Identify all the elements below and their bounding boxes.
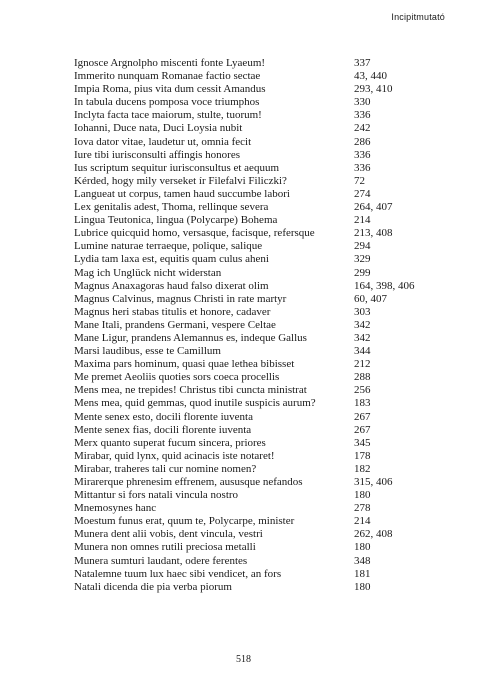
page-references: 181 (354, 567, 371, 580)
incipit-text: Kérded, hogy mily verseket ír Filefalvi Filiczki? (74, 174, 287, 187)
index-entry (74, 437, 454, 450)
page-references: 274 (354, 187, 371, 200)
index-entry (74, 555, 454, 568)
page-references: 337 (354, 57, 371, 69)
index-entry (74, 384, 454, 397)
incipit-text: Merx quanto superat fucum sincera, priores (74, 436, 266, 449)
page-references: 336 (354, 109, 371, 122)
incipit-text: Mag ich Unglück nicht widerstan (74, 266, 222, 279)
index-entry (74, 306, 454, 319)
page-references: 344 (354, 345, 371, 358)
incipit-index-list (74, 57, 454, 594)
page-references: 43, 440 (354, 70, 387, 83)
incipit-text: Ignosce Argnolpho miscenti fonte Lyaeum! (74, 57, 266, 69)
index-entry (74, 502, 454, 515)
index-entry (74, 149, 454, 162)
incipit-text: Mnemosynes hanc (74, 502, 157, 515)
incipit-text: Mente senex fias, docili florente iuventa (74, 423, 252, 436)
incipit-text: Mirabar, traheres tali cur nomine nomen? (74, 462, 257, 475)
incipit-text: Lubrice quicquid homo, versasque, facisque, refersque (74, 227, 315, 240)
index-entry (74, 253, 454, 266)
page-references: 256 (354, 384, 371, 397)
incipit-text: Natalemne tuum lux haec sibi vendicet, an fors (74, 567, 282, 580)
index-entry (74, 332, 454, 345)
index-entry (74, 476, 454, 489)
index-entry (74, 541, 454, 554)
running-head: Incipitmutató (391, 12, 445, 22)
page-references: 213, 408 (354, 227, 393, 240)
page-references: 242 (354, 122, 371, 135)
incipit-text: Munera sumturi laudant, odere ferentes (74, 554, 248, 567)
index-entry (74, 293, 454, 306)
index-entry (74, 450, 454, 463)
index-entry (74, 463, 454, 476)
page-references: 267 (354, 410, 371, 423)
page-references: 178 (354, 449, 371, 462)
incipit-text: Iure tibi iurisconsulti affingis honores (74, 148, 240, 161)
page-references: 267 (354, 423, 371, 436)
incipit-text: Magnus Anaxagoras haud falso dixerat olim (74, 279, 269, 292)
index-entry (74, 57, 454, 70)
index-entry (74, 411, 454, 424)
incipit-text: Lex genitalis adest, Thoma, rellinque severa (74, 201, 269, 214)
incipit-text: Marsi laudibus, esse te Camillum (74, 345, 221, 358)
page-references: 286 (354, 135, 371, 148)
incipit-text: Inclyta facta tace maiorum, stulte, tuorum! (74, 109, 262, 122)
page-references: 214 (354, 515, 371, 528)
page-references: 60, 407 (354, 292, 387, 305)
page-references: 315, 406 (354, 476, 393, 488)
index-entry (74, 424, 454, 437)
index-entry (74, 489, 454, 502)
incipit-text: Maxima pars hominum, quasi quae lethea bibisset (74, 358, 295, 371)
page-references: 212 (354, 358, 371, 371)
incipit-text: Mente senex esto, docili florente iuventa (74, 410, 253, 423)
incipit-text: Mirabar, quid lynx, quid acinacis iste notaret! (74, 449, 275, 462)
index-entry (74, 568, 454, 581)
incipit-text: Mens mea, ne trepides! Christus tibi cuncta ministrat (74, 384, 307, 397)
incipit-text: Mane Ligur, prandens Alemannus es, indeque Gallus (74, 331, 307, 344)
index-entry (74, 214, 454, 227)
incipit-text: In tabula ducens pomposa voce triumphos (74, 96, 260, 109)
index-entry (74, 162, 454, 175)
index-entry (74, 397, 454, 410)
page-references: 348 (354, 554, 371, 567)
incipit-text: Lydia tam laxa est, equitis quam culus aheni (74, 253, 269, 266)
incipit-text: Lumine naturae terraeque, polique, salique (74, 240, 263, 253)
incipit-text: Me premet Aeoliis quoties sors coeca procellis (74, 371, 280, 384)
page-references: 183 (354, 397, 371, 410)
page-references: 336 (354, 161, 371, 174)
incipit-text: Iohanni, Duce nata, Duci Loysia nubit (74, 122, 243, 135)
incipit-text: Mens mea, quid gemmas, quod inutile suspicis aurum? (74, 397, 316, 410)
page-references: 293, 410 (354, 83, 393, 96)
page-references: 214 (354, 214, 371, 227)
page-references: 180 (354, 489, 371, 502)
page-references: 330 (354, 96, 371, 109)
index-entry (74, 280, 454, 293)
incipit-text: Munera dent alii vobis, dent vincula, vestri (74, 528, 263, 541)
index-entry (74, 83, 454, 96)
page-references: 278 (354, 502, 371, 515)
page-references: 72 (354, 174, 365, 187)
page-references: 294 (354, 240, 371, 253)
incipit-text: Mittantur si fors natali vincula nostro (74, 489, 239, 502)
page-references: 264, 407 (354, 201, 393, 214)
page-references: 180 (354, 541, 371, 554)
index-entry (74, 345, 454, 358)
index-entry (74, 581, 454, 594)
incipit-text: Impia Roma, pius vita dum cessit Amandus (74, 83, 266, 96)
index-entry (74, 188, 454, 201)
page-references: 329 (354, 253, 371, 266)
page-references: 288 (354, 371, 371, 384)
index-entry (74, 358, 454, 371)
incipit-text: Lingua Teutonica, lingua (Polycarpe) Bohema (74, 214, 278, 227)
incipit-text: Iova dator vitae, laudetur ut, omnia fecit (74, 135, 252, 148)
incipit-text: Moestum funus erat, quum te, Polycarpe, minister (74, 515, 295, 528)
page-references: 182 (354, 462, 371, 475)
page-references: 180 (354, 580, 371, 593)
index-entry (74, 240, 454, 253)
incipit-text: Magnus Calvinus, magnus Christi in rate martyr (74, 292, 287, 305)
index-entry (74, 227, 454, 240)
page-references: 342 (354, 318, 371, 331)
incipit-text: Langueat ut corpus, tamen haud succumbe labori (74, 187, 290, 200)
index-entry (74, 175, 454, 188)
page-references: 262, 408 (354, 528, 393, 541)
page-references: 303 (354, 305, 371, 318)
page-references: 342 (354, 331, 371, 344)
index-entry (74, 201, 454, 214)
incipit-text: Magnus heri stabas titulis et honore, cadaver (74, 305, 271, 318)
index-entry (74, 136, 454, 149)
index-entry (74, 319, 454, 332)
index-entry (74, 371, 454, 384)
incipit-text: Munera non omnes rutili preciosa metalli (74, 541, 256, 554)
index-entry (74, 109, 454, 122)
incipit-text: Natali dicenda die pia verba piorum (74, 580, 232, 593)
page-references: 299 (354, 266, 371, 279)
page-references: 164, 398, 406 (354, 279, 415, 292)
incipit-text: Mirarerque phrenesim effrenem, aususque nefandos (74, 476, 303, 488)
index-entry (74, 515, 454, 528)
incipit-text: Immerito nunquam Romanae factio sectae (74, 70, 261, 83)
page-number: 518 (236, 654, 251, 665)
page-references: 336 (354, 148, 371, 161)
incipit-text: Mane Itali, prandens Germani, vespere Celtae (74, 318, 276, 331)
index-entry (74, 528, 454, 541)
index-entry (74, 96, 454, 109)
index-entry (74, 122, 454, 135)
page-references: 345 (354, 436, 371, 449)
incipit-text: Ius scriptum sequitur iurisconsultus et aequum (74, 161, 279, 174)
index-entry (74, 70, 454, 83)
index-entry (74, 267, 454, 280)
